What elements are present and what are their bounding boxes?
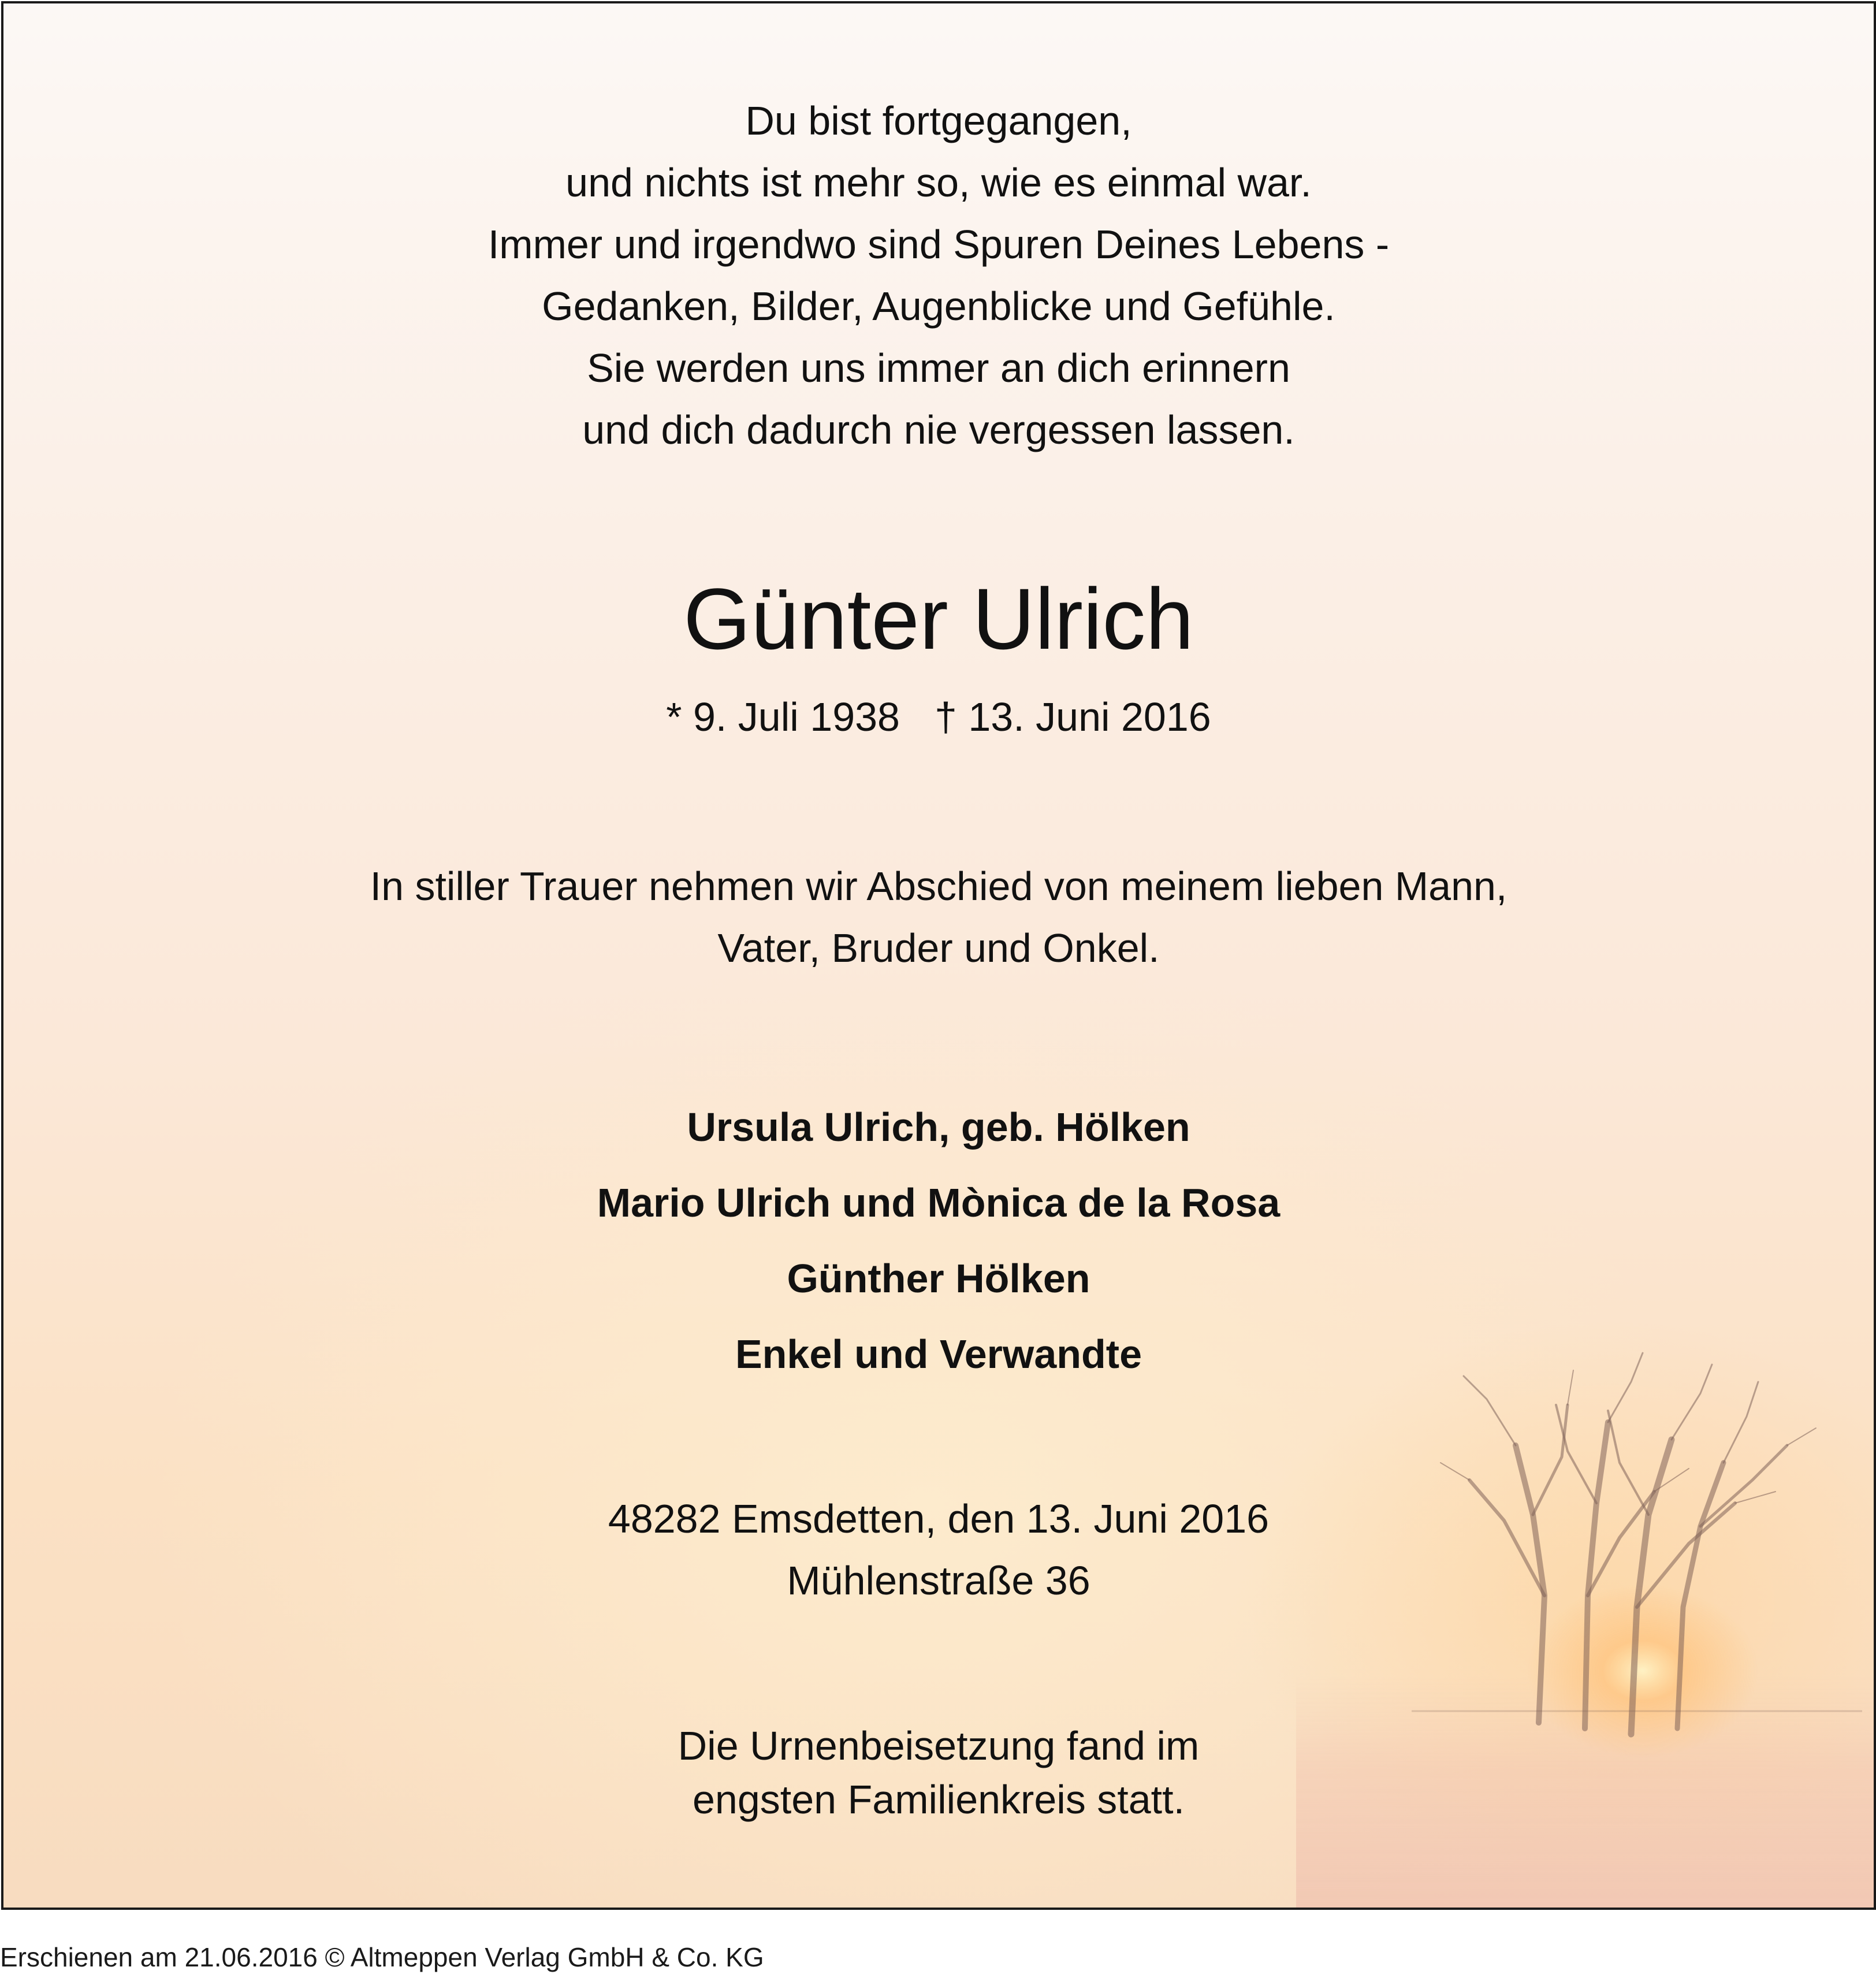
mourning-line: Vater, Bruder und Onkel. bbox=[717, 925, 1160, 971]
deceased-name: Günter Ulrich bbox=[683, 570, 1194, 667]
poem-line: Gedanken, Bilder, Augenblicke und Gefühle. bbox=[542, 284, 1335, 329]
family-member: Enkel und Verwandte bbox=[735, 1332, 1142, 1377]
poem-line: und nichts ist mehr so, wie es einmal war. bbox=[565, 160, 1312, 205]
street-address: Mühlenstraße 36 bbox=[787, 1558, 1090, 1603]
mourning-line: In stiller Trauer nehmen wir Abschied von meinem lieben Mann, bbox=[370, 864, 1508, 909]
address-block bbox=[3, 1488, 1874, 1612]
mourning-text bbox=[3, 856, 1874, 979]
burial-line: engsten Familienkreis statt. bbox=[692, 1777, 1185, 1822]
poem-line: Sie werden uns immer an dich erinnern bbox=[587, 345, 1290, 391]
poem-line: und dich dadurch nie vergessen lassen. bbox=[582, 407, 1295, 452]
family-member: Ursula Ulrich, geb. Hölken bbox=[687, 1105, 1190, 1150]
burial-line: Die Urnenbeisetzung fand im bbox=[678, 1723, 1200, 1768]
burial-note bbox=[3, 1719, 1874, 1827]
birth-date: * 9. Juli 1938 bbox=[666, 694, 900, 739]
obituary-notice bbox=[1, 1, 1876, 1910]
family-member: Mario Ulrich und Mònica de la Rosa bbox=[597, 1180, 1281, 1225]
publication-footer: Erschienen am 21.06.2016 © Altmeppen Verlag GmbH & Co. KG bbox=[0, 1942, 764, 1972]
death-date: † 13. Juni 2016 bbox=[935, 694, 1211, 739]
family-member: Günther Hölken bbox=[787, 1256, 1090, 1301]
poem-line: Immer und irgendwo sind Spuren Deines Lebens - bbox=[487, 222, 1390, 267]
poem-line: Du bist fortgegangen, bbox=[745, 98, 1132, 143]
poem bbox=[3, 90, 1874, 461]
place-date: 48282 Emsdetten, den 13. Juni 2016 bbox=[608, 1496, 1270, 1541]
family-list bbox=[3, 1090, 1874, 1392]
life-dates bbox=[3, 691, 1874, 743]
